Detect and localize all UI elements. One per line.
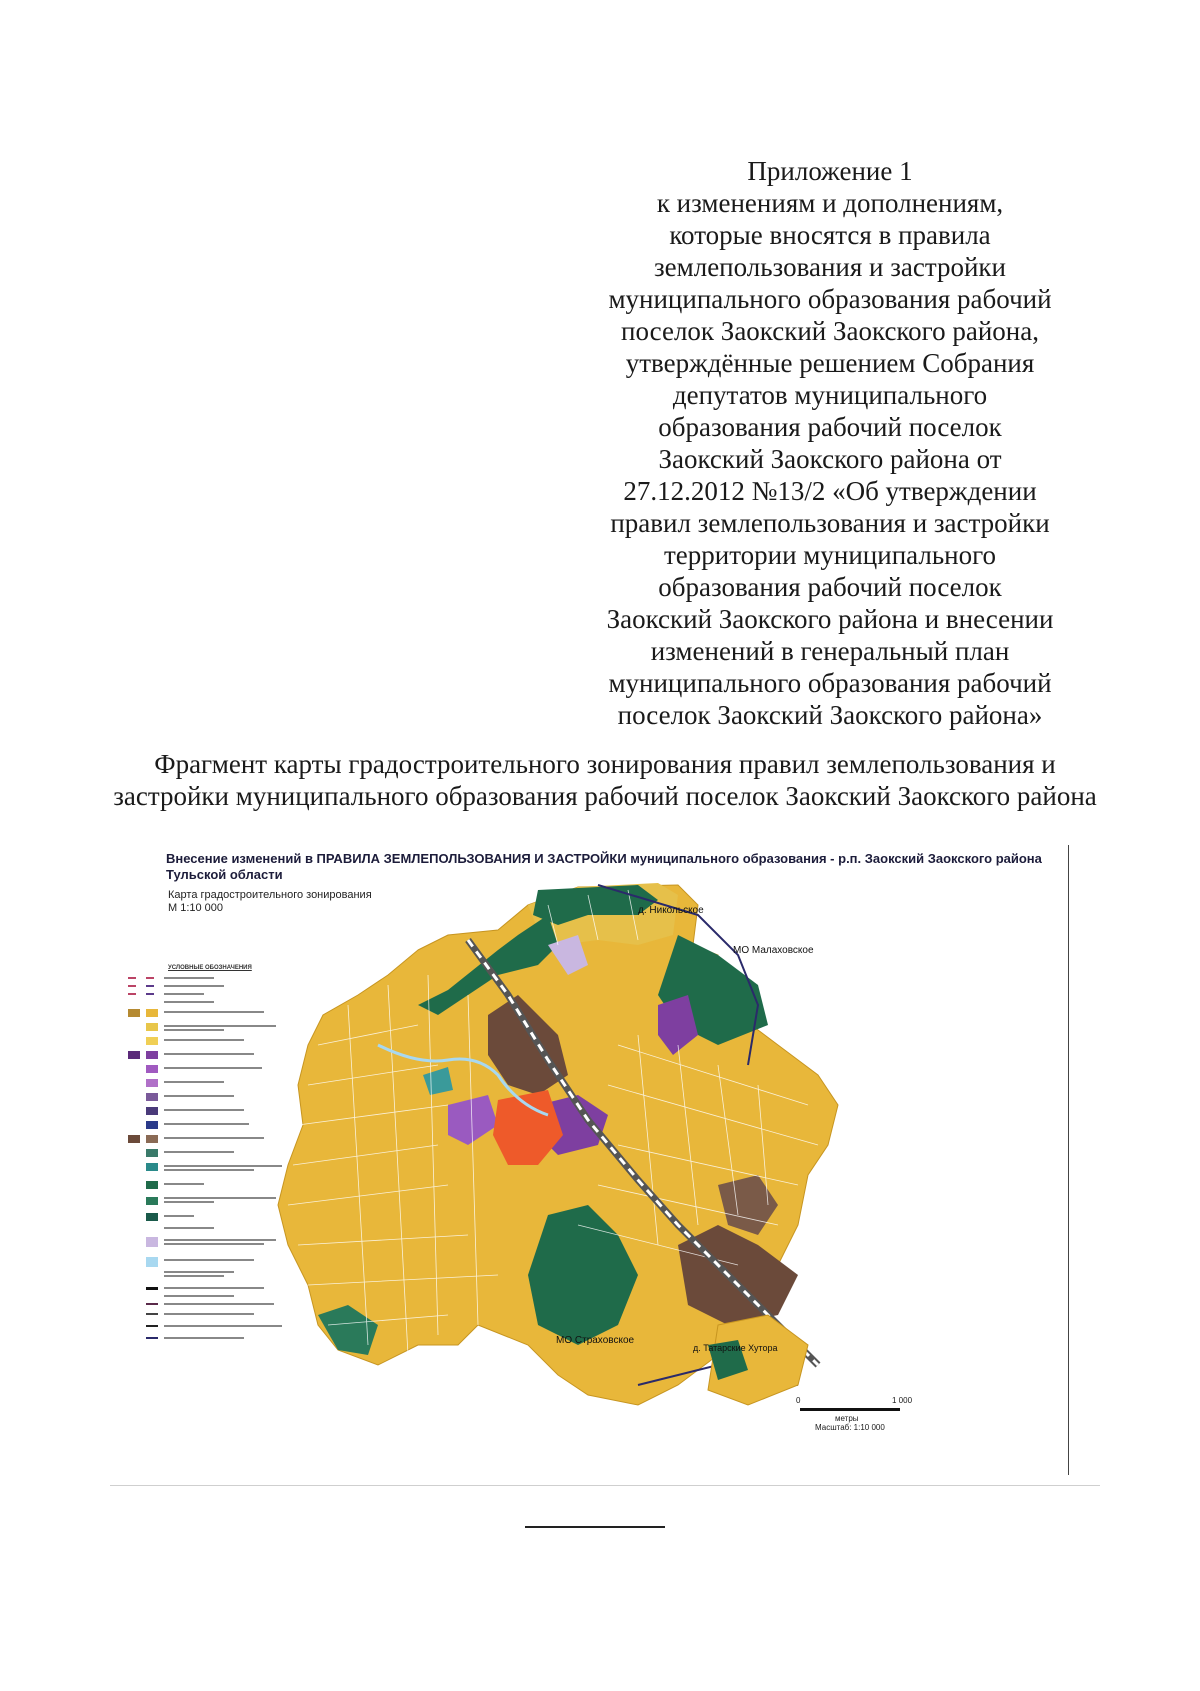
appendix-line: муниципального образования рабочий — [608, 668, 1052, 698]
appendix-line: правил землепользования и застройки — [610, 508, 1050, 538]
scale-max: 1 000 — [892, 1396, 913, 1405]
appendix-line: землепользования и застройки — [653, 252, 1006, 282]
map-caption: Фрагмент карты градостроительного зонирования правил землепользования и застройки муниципального образования рабочий поселок Заокский Заокского района — [113, 749, 1097, 811]
appendix-line: утверждённые решением Собрания — [625, 348, 1035, 378]
end-line — [525, 1526, 665, 1528]
separator-rule — [110, 1485, 1100, 1486]
map-scale-text: М 1:10 000 — [168, 902, 224, 914]
zoning-map-drawing — [118, 845, 1069, 1490]
legend-title: УСЛОВНЫЕ ОБОЗНАЧЕНИЯ — [168, 965, 252, 971]
appendix-line: которые вносятся в правила — [669, 220, 991, 250]
appendix-line: муниципального образования рабочий — [608, 284, 1052, 314]
appendix-line: депутатов муниципального — [672, 380, 988, 410]
appendix-line: Заокский Заокского района и внесении — [606, 604, 1054, 634]
map-border — [1068, 845, 1069, 1475]
label-nikolskoe: д. Никольское — [638, 905, 704, 916]
map-title: Внесение изменений в ПРАВИЛА ЗЕМЛЕПОЛЬЗОВАНИЯ И ЗАСТРОЙКИ муниципального образования - р.п. Заокский Заокского района Тульской области — [166, 851, 1042, 882]
appendix-header — [580, 155, 1080, 731]
appendix-line: образования рабочий поселок — [658, 572, 1002, 602]
appendix-line: Приложение 1 — [747, 156, 913, 186]
map-subtitle-text: Карта градостроительного зонирования — [168, 889, 372, 901]
scale-zero: 0 — [796, 1396, 801, 1405]
appendix-line: территории муниципального — [663, 540, 996, 570]
zoning-map — [118, 845, 1069, 1490]
appendix-line: изменений в генеральный план — [650, 636, 1010, 666]
appendix-line: поселок Заокский Заокского района» — [617, 700, 1043, 730]
appendix-line: Заокский Заокского района от — [658, 444, 1002, 474]
appendix-line: 27.12.2012 №13/2 «Об утверждении — [623, 476, 1037, 506]
scale-unit: метры — [835, 1414, 859, 1423]
scale-note: Масштаб: 1:10 000 — [815, 1423, 885, 1432]
scale-bar — [800, 1408, 900, 1411]
appendix-line: образования рабочий поселок — [658, 412, 1002, 442]
label-tatarskie: д. Татарские Хутора — [693, 1343, 778, 1353]
label-malakhovskoe: МО Малаховское — [733, 945, 814, 956]
appendix-line: поселок Заокский Заокского района, — [621, 316, 1039, 346]
appendix-line: к изменениям и дополнениям, — [656, 188, 1004, 218]
label-strakhovskoe: МО Страховское — [556, 1335, 635, 1346]
